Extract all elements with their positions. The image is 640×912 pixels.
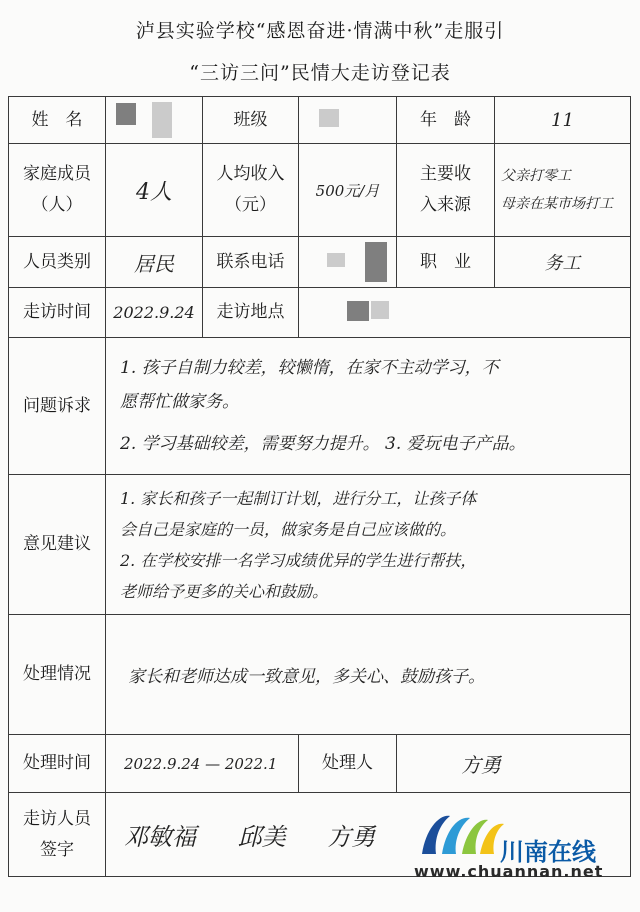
family-label-line1: 家庭成员 <box>23 164 91 185</box>
staff-label-line1: 走访人员 <box>23 808 91 829</box>
issues-text <box>106 338 631 475</box>
signature: 邱美 <box>237 823 286 851</box>
signature: 方勇 <box>327 823 376 851</box>
row-issues <box>9 338 631 475</box>
visit-place-value-redacted <box>299 288 631 338</box>
row-handling <box>9 615 631 735</box>
class-value-redacted <box>299 97 397 144</box>
job-label: 职 业 <box>397 237 495 288</box>
brand-url: www.chuannan.net <box>414 862 604 881</box>
handling-label: 处理情况 <box>9 615 106 735</box>
row-category <box>9 237 631 288</box>
income-label <box>203 144 299 237</box>
income-source-value <box>495 144 631 237</box>
age-value: 11 <box>495 97 631 144</box>
row-handle-time <box>9 735 631 793</box>
advice-label: 意见建议 <box>9 475 106 615</box>
form-title-line-2: “三访三问”民情大走访登记表 <box>189 62 451 84</box>
brand-name-cn: 川南在线 <box>500 838 596 866</box>
phone-label: 联系电话 <box>203 237 299 288</box>
family-label-line2: （人） <box>31 195 83 215</box>
chuannan-logo-icon <box>416 808 512 864</box>
visit-place-label: 走访地点 <box>203 288 299 338</box>
name-value-redacted <box>106 97 203 144</box>
issues-line: 1. 孩子自制力较差，较懒惰，在家不主动学习，不 <box>120 358 499 378</box>
income-label-line2: （元） <box>225 195 276 215</box>
class-label: 班级 <box>203 97 299 144</box>
advice-text <box>106 475 631 615</box>
income-source-label-line1: 主要收 <box>420 164 471 185</box>
family-value: 4人 <box>106 144 203 237</box>
handler-value: 方勇 <box>397 735 631 793</box>
signature: 邓敏福 <box>124 823 196 851</box>
issues-label: 问题诉求 <box>9 338 106 475</box>
issues-line: 2. 学习基础较差，需要努力提升。 3. 爱玩电子产品。 <box>120 434 526 454</box>
handler-label: 处理人 <box>299 735 397 793</box>
handle-time-value: 2022.9.24 — 2022.1 <box>106 735 299 793</box>
row-visit <box>9 288 631 338</box>
income-source-label-line2: 入来源 <box>420 195 471 215</box>
issues-line: 愿帮忙做家务。 <box>120 392 239 412</box>
row-family <box>9 144 631 237</box>
staff-label <box>9 793 106 877</box>
advice-line: 1. 家长和孩子一起制订计划，进行分工，让孩子体 <box>120 488 477 508</box>
category-label: 人员类别 <box>9 237 106 288</box>
advice-line: 会自己是家庭的一员，做家务是自己应该做的。 <box>120 519 457 539</box>
income-value: 500元/月 <box>299 144 397 237</box>
name-label: 姓 名 <box>9 97 106 144</box>
handle-time-label: 处理时间 <box>9 735 106 793</box>
staff-label-line2: 签字 <box>40 839 74 860</box>
category-value: 居民 <box>106 237 203 288</box>
phone-value-redacted <box>299 237 397 288</box>
income-label-line1: 人均收入 <box>216 164 285 185</box>
income-source-value-line2: 母亲在某市场打工 <box>501 196 613 212</box>
form-title-line-1: 泸县实验学校“感恩奋进·情满中秋”走服引 <box>135 20 505 42</box>
family-label <box>9 144 106 237</box>
registration-form-table <box>8 96 631 877</box>
handling-value: 家长和老师达成一致意见，多关心、鼓励孩子。 <box>106 615 631 735</box>
visit-time-label: 走访时间 <box>9 288 106 338</box>
advice-line: 老师给予更多的关心和鼓励。 <box>120 581 329 601</box>
row-advice <box>9 475 631 615</box>
age-label: 年 龄 <box>397 97 495 144</box>
row-name <box>9 97 631 144</box>
visit-time-value: 2022.9.24 <box>106 288 203 338</box>
income-source-label <box>397 144 495 237</box>
income-source-value-line1: 父亲打零工 <box>501 168 571 184</box>
chuannan-watermark-logo <box>412 808 632 886</box>
job-value: 务工 <box>495 237 631 288</box>
advice-line: 2. 在学校安排一名学习成绩优异的学生进行帮扶， <box>120 550 477 570</box>
